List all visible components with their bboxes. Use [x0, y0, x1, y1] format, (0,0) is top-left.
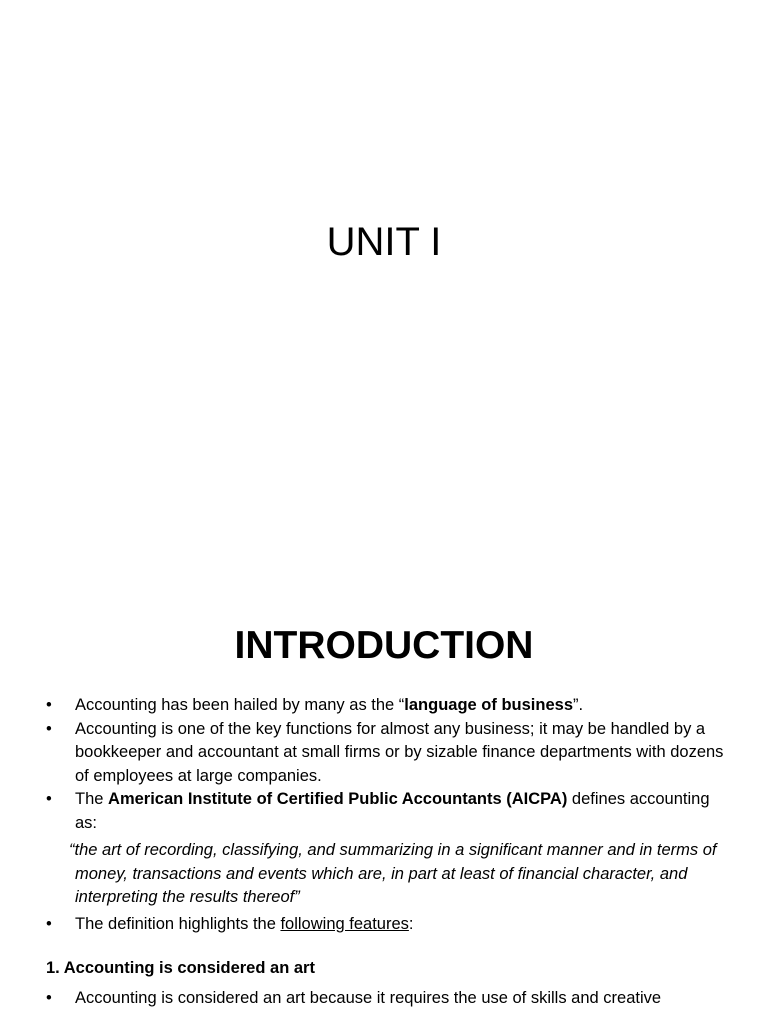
- bullet-icon: •: [46, 914, 52, 933]
- bullet-text-end: defines accounting as:: [75, 790, 710, 832]
- spacer: [46, 936, 730, 957]
- unit-title: UNIT I: [326, 220, 442, 264]
- bullet-text-end: :: [408, 914, 414, 933]
- bullet-icon: •: [46, 719, 52, 738]
- introduction-body: [46, 694, 730, 1010]
- bullet-icon: •: [46, 696, 52, 714]
- bullet-text: Accounting is one of the key functions for almost any business; it may be handled by a bookkeeper and accountant at small firms or by sizable finance departments with dozens of employees at large companies.: [75, 719, 724, 785]
- introduction-title: INTRODUCTION: [234, 624, 534, 667]
- bullet-underlined-text: following features: [280, 914, 409, 933]
- bullet-bold-text: American Institute of Certified Public Accountants (AICPA): [108, 790, 568, 808]
- slide-introduction: [0, 576, 768, 1024]
- bullet-text: Accounting has been hailed by many as the “: [75, 696, 405, 714]
- bullet-text: The definition highlights the: [75, 914, 281, 933]
- bullet-key-functions: [46, 718, 730, 789]
- bullet-art-skills: [46, 987, 730, 1011]
- bullet-text-end: ”.: [573, 696, 584, 714]
- bullet-text: The: [75, 790, 109, 808]
- bullet-icon: •: [46, 988, 52, 1007]
- bullet-bold-text: language of business: [404, 696, 573, 714]
- bullet-aicpa-definition: [46, 788, 730, 835]
- bullet-following-features: [46, 913, 730, 937]
- bullet-language-of-business: [46, 694, 730, 718]
- bullet-text: Accounting is considered an art because it requires the use of skills and creative: [75, 988, 662, 1007]
- definition-quote: “the art of recording, classifying, and summarizing in a significant manner and in terms of money, transactions and events which are, in part at least of financial character, and interpreting the results thereof”: [69, 841, 717, 906]
- bullet-icon: •: [46, 790, 52, 808]
- section-heading: 1. Accounting is considered an art: [46, 959, 315, 977]
